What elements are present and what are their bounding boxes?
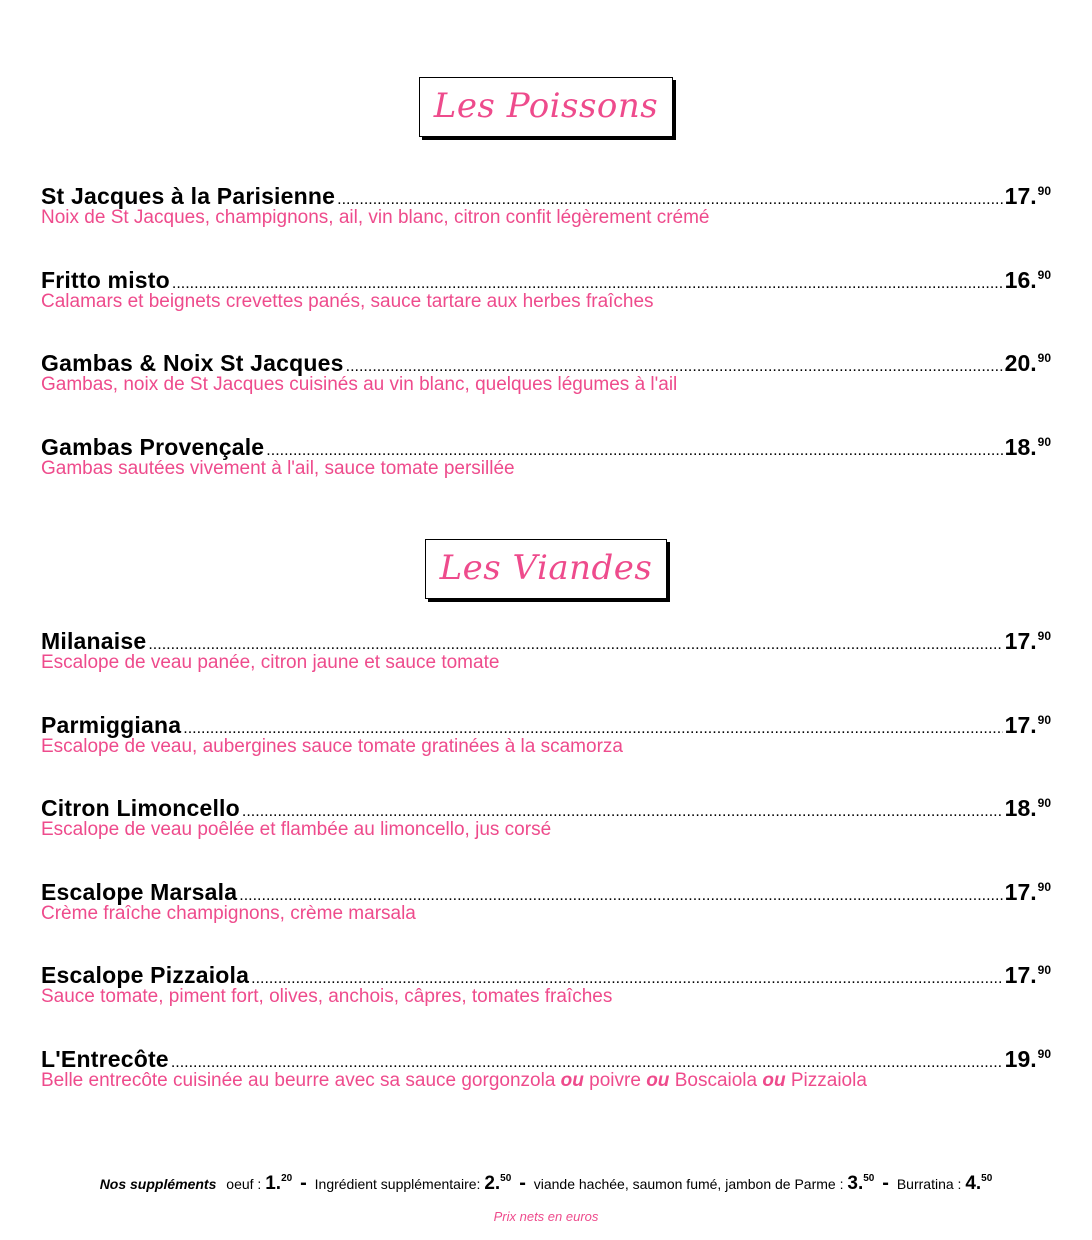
item-price: 18.90 [1004, 433, 1051, 460]
section-title-poissons-wrap [0, 77, 1092, 137]
item-row [41, 426, 1051, 458]
item-row [41, 871, 1051, 903]
item-name: Parmiggiana [41, 711, 182, 738]
menu-item [41, 1038, 1051, 1122]
item-row [41, 704, 1051, 736]
supplement-text: oeuf : [226, 1176, 266, 1192]
item-row [41, 259, 1051, 291]
item-description: Sauce tomate, piment fort, olives, anchois, câpres, tomates fraîches [41, 986, 613, 1007]
item-name: Fritto misto [41, 266, 170, 293]
item-row [41, 1038, 1051, 1070]
item-description: Calamars et beignets crevettes panés, sauce tartare aux herbes fraîches [41, 290, 654, 312]
item-name: Escalope Marsala [41, 878, 238, 905]
item-price: 19.90 [1004, 1045, 1051, 1072]
item-price: 17.90 [1004, 183, 1051, 209]
item-row [41, 620, 1051, 652]
supplements-label: Nos suppléments [99, 1176, 217, 1192]
item-row [41, 342, 1051, 374]
item-description: Escalope de veau poêlée et flambée au limoncello, jus corsé [41, 819, 552, 840]
separator: - [519, 1172, 526, 1194]
supplement-text: viande hachée, saumon fumé, jambon de Parme : [533, 1176, 848, 1192]
section-title-viandes-wrap [0, 539, 1092, 599]
section-title-viandes: Les Viandes [425, 539, 668, 599]
item-price: 20.90 [1004, 350, 1051, 376]
item-price: 17.90 [1004, 962, 1051, 988]
footer-note: Prix nets en euros [493, 1209, 599, 1224]
item-name: Escalope Pizzaiola [41, 962, 250, 988]
item-description: Gambas, noix de St Jacques cuisinés au vin blanc, quelques légumes à l'ail [41, 374, 678, 395]
poissons-list [41, 175, 1051, 509]
item-price: 18.90 [1004, 795, 1051, 821]
item-name: Gambas Provençale [41, 433, 265, 460]
separator: - [882, 1172, 889, 1194]
item-price: 17.90 [1004, 878, 1051, 905]
menu-item [41, 175, 1051, 259]
supplement-price: 2.50 [484, 1173, 512, 1194]
item-name: St Jacques à la Parisienne [41, 183, 336, 209]
menu-item [41, 259, 1051, 343]
item-name: L'Entrecôte [41, 1045, 169, 1072]
item-description: Escalope de veau panée, citron jaune et sauce tomate [41, 652, 500, 673]
menu-item [41, 954, 1051, 1038]
supplement-price: 1.20 [265, 1173, 293, 1194]
item-description: Crème fraîche champignons, crème marsala [41, 902, 416, 924]
menu-item [41, 620, 1051, 704]
supplement-price: 4.50 [965, 1173, 993, 1194]
viandes-list [41, 620, 1051, 1121]
separator: - [300, 1172, 307, 1194]
menu-item [41, 704, 1051, 788]
supplement-price: 3.50 [847, 1173, 875, 1194]
item-name: Gambas & Noix St Jacques [41, 350, 344, 376]
section-title-poissons: Les Poissons [419, 77, 674, 137]
supplements-line [0, 1172, 1092, 1195]
supplement-text: Burratina : [896, 1176, 966, 1192]
menu-item [41, 871, 1051, 955]
item-row [41, 954, 1051, 986]
menu-item [41, 342, 1051, 426]
menu-item [41, 787, 1051, 871]
item-description: Noix de St Jacques, champignons, ail, vin blanc, citron confit légèrement crémé [41, 207, 710, 228]
item-price: 17.90 [1004, 711, 1051, 738]
item-description: Gambas sautées vivement à l'ail, sauce tomate persillée [41, 457, 515, 479]
item-name: Citron Limoncello [41, 795, 240, 821]
item-name: Milanaise [41, 628, 147, 654]
item-description: Escalope de veau, aubergines sauce tomate gratinées à la scamorza [41, 735, 623, 757]
supplement-text: Ingrédient supplémentaire: [314, 1176, 485, 1192]
item-price: 16.90 [1004, 266, 1051, 293]
menu-item [41, 426, 1051, 510]
item-description: Belle entrecôte cuisinée au beurre avec sa sauce gorgonzola ou poivre ou Boscaiola ou Pizzaiola [41, 1069, 867, 1091]
item-row [41, 175, 1051, 207]
item-row [41, 787, 1051, 819]
item-price: 17.90 [1004, 628, 1051, 654]
